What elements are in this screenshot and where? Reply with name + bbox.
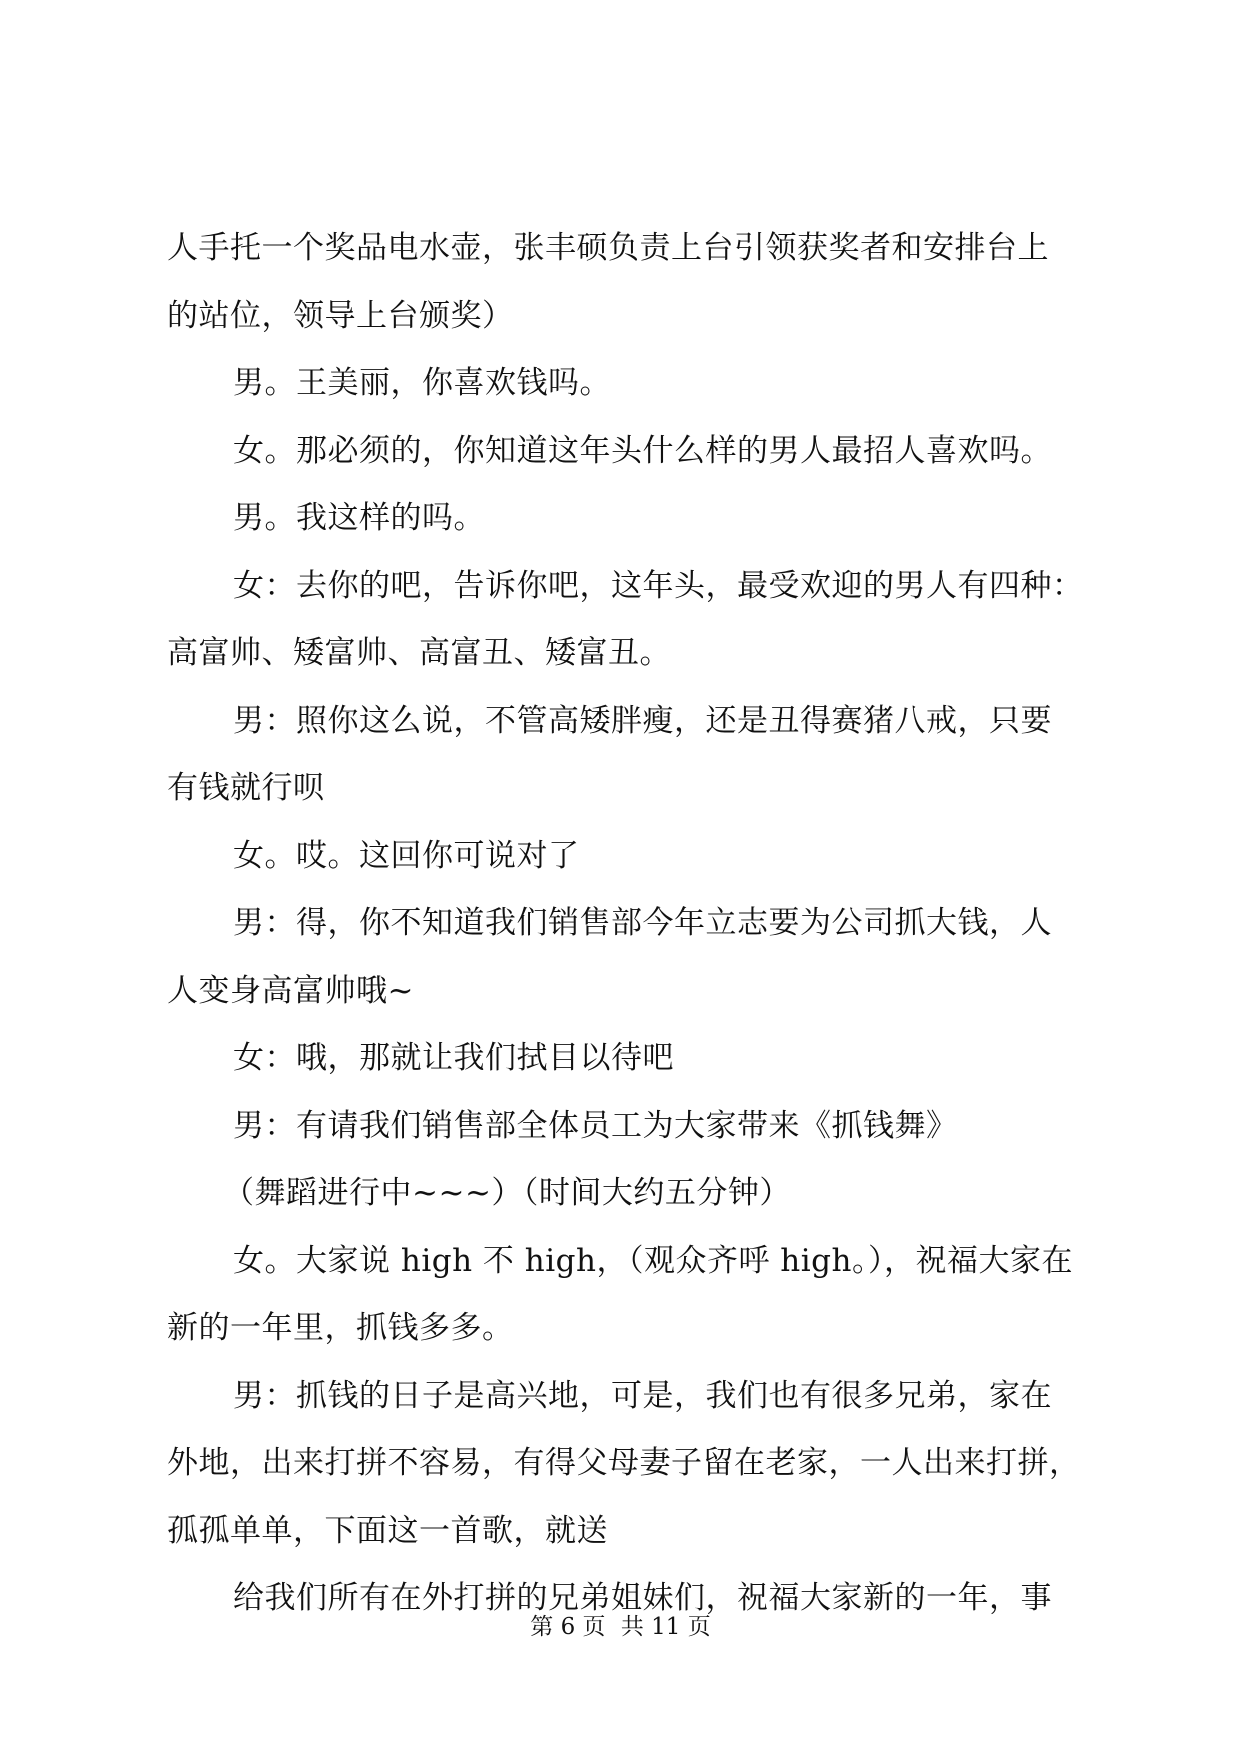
text-line: 孤孤单单，下面这一首歌，就送: [167, 1512, 608, 1549]
text-line: 高富帅、矮富帅、高富丑、矮富丑。: [167, 635, 671, 671]
text-line: 男。王美丽，你喜欢钱吗。: [233, 365, 611, 401]
text-line: 男：抓钱的日子是高兴地，可是，我们也有很多兄弟，家在: [233, 1377, 1052, 1414]
text-line: 人手托一个奖品电水壶，张丰硕负责上台引领获奖者和安排台上: [167, 230, 1049, 266]
text-line: 男。我这样的吗。: [233, 500, 485, 536]
document-body: [167, 232, 1097, 1650]
page-total: 共 11 页: [620, 1614, 711, 1640]
text-line: 男：得，你不知道我们销售部今年立志要为公司抓大钱，人: [233, 905, 1052, 941]
text-line: 有钱就行呗: [167, 770, 325, 806]
text-line: 女。哎。这回你可说对了: [233, 837, 580, 874]
text-line: 男：有请我们销售部全体员工为大家带来《抓钱舞》: [233, 1107, 958, 1144]
text-line: （舞蹈进行中~~~）（时间大约五分钟）: [223, 1175, 791, 1211]
text-line: 女：去你的吧，告诉你吧，这年头，最受欢迎的男人有四种：: [233, 567, 1084, 604]
page-number: 第 6 页: [530, 1614, 606, 1640]
text-line: 给我们所有在外打拼的兄弟姐妹们，祝福大家新的一年，事: [233, 1580, 1052, 1616]
text-line: 女：哦，那就让我们拭目以待吧: [233, 1040, 674, 1076]
page-footer: [0, 1613, 1241, 1641]
text-line: 新的一年里，抓钱多多。: [167, 1310, 514, 1346]
text-line: 人变身高富帅哦~: [167, 972, 414, 1009]
text-line: 男：照你这么说，不管高矮胖瘦，还是丑得赛猪八戒，只要: [233, 702, 1052, 739]
text-line: 女。大家说 high 不 high，（观众齐呼 high。），祝福大家在: [233, 1242, 1073, 1279]
text-line: 外地，出来打拼不容易，有得父母妻子留在老家，一人出来打拼，: [167, 1445, 1081, 1481]
text-line: 女。那必须的，你知道这年头什么样的男人最招人喜欢吗。: [233, 432, 1052, 469]
text-line: 的站位，领导上台颁奖）: [167, 297, 514, 334]
